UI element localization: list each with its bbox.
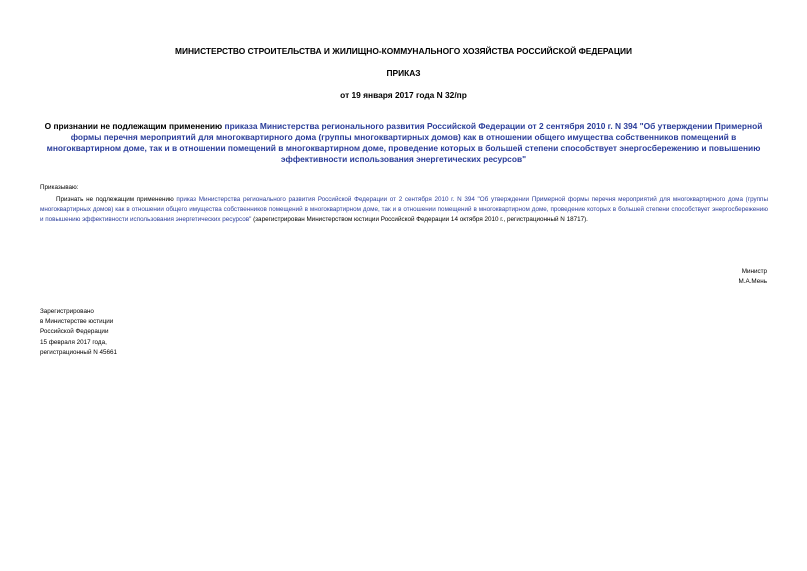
registration-line-1: Зарегистрировано: [40, 308, 94, 315]
ministry-name: МИНИСТЕРСТВО СТРОИТЕЛЬСТВА И ЖИЛИЩНО-КОММУНАЛЬНОГО ХОЗЯЙСТВА РОССИЙСКОЙ ФЕДЕРАЦИИ: [175, 46, 632, 56]
document-title: [40, 121, 767, 165]
order-intro: Приказываю:: [40, 184, 79, 191]
paragraph-link[interactable]: приказ Министерства регионального развития Российской Федерации от 2 сентября 2010 г. N 394 "Об утверждении Примерной формы перечня мероприятий для многоквартирного дома (группы многоквартирных домов) как в отношении общего имущества собственников помещений в многоквартирном доме, так и в отношении помещений в многоквартирном доме, проведение которых в большей степени способствует энергосбережению и повышению эффективности использования энергетических ресурсов": [40, 196, 768, 223]
signature-block: [738, 267, 767, 287]
registration-line-5: регистрационный N 45661: [40, 348, 118, 356]
signature-position: Министр: [741, 268, 767, 275]
order-paragraph: [40, 195, 768, 225]
paragraph-prefix: Признать не подлежащим применению: [56, 196, 177, 203]
registration-line-2: в Министерстве юстиции: [40, 318, 114, 326]
registration-line-3: Российской Федерации: [40, 328, 109, 336]
document-date-number: от 19 января 2017 года N 32/пр: [340, 90, 467, 100]
signature-name: М.А.Мень: [738, 278, 767, 285]
registration-block: [40, 307, 117, 358]
title-prefix: О признании не подлежащим применению: [44, 121, 225, 131]
paragraph-suffix: (зарегистрирован Министерством юстиции Российской Федерации 14 октября 2010 г., регистрационный N 18717).: [251, 216, 588, 223]
document-type: ПРИКАЗ: [386, 68, 421, 78]
registration-line-4: 15 февраля 2017 года,: [40, 338, 107, 346]
title-link[interactable]: приказа Министерства регионального развития Российской Федерации от 2 сентября 2010 г. N 394 "Об утверждении Примерной формы перечня мероприятий для многоквартирного дома (группы многоквартирных домов) как в отношении общего имущества собственников помещений в многоквартирном доме, так и в отношении помещений в многоквартирном доме, проведение которых в большей степени способствует энергосбережению и повышению эффективности использования энергетических ресурсов": [46, 121, 763, 164]
